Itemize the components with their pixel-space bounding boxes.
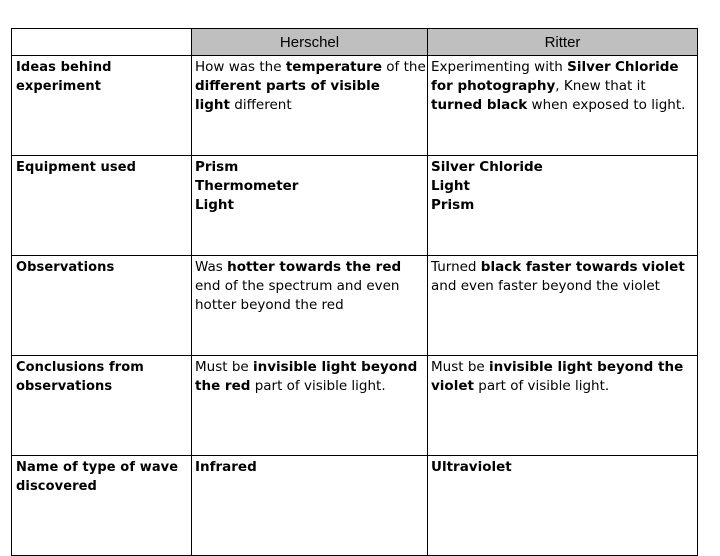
row-label-wave-type: Name of type of wave discovered [16,460,179,494]
ritter-observations-cell [428,256,698,356]
table-row-ideas [12,56,698,156]
row-label-conclusions: Conclusions from observations [16,360,144,394]
table-row-conclusions [12,356,698,456]
text-segment: different [229,97,292,113]
herschel-ideas-text [192,56,427,115]
ritter-equipment-list [428,156,697,215]
emphasis-segment: violet [431,378,474,394]
herschel-wave-text [192,456,427,477]
herschel-wave-cell [192,456,428,556]
text-segment: Must be [195,359,253,375]
emphasis-segment: invisible light beyond [253,359,418,375]
herschel-observations-text [192,256,427,315]
emphasis-segment: hotter towards the red [227,259,402,275]
ritter-conclusions-cell [428,356,698,456]
list-item: Light [195,197,234,213]
row-label-cell [12,356,192,456]
table-row-observations [12,256,698,356]
row-label-observations: Observations [16,260,115,275]
list-item: Light [431,178,470,194]
text-segment: and even faster beyond the violet [431,278,660,294]
text-segment: when exposed to light. [527,97,686,113]
row-label-cell [12,456,192,556]
header-herschel: Herschel [192,29,428,56]
emphasis-segment: the red [195,378,251,394]
ritter-equipment-cell [428,156,698,256]
header-ritter: Ritter [428,29,698,56]
text-segment: , Knew that it [555,78,646,94]
emphasis-segment: violet [641,259,685,275]
text-segment: part of visible light. [250,378,386,394]
comparison-table [11,28,698,556]
ritter-wave-text [428,456,697,477]
emphasis-segment: invisible light beyond the [489,359,684,375]
text-segment: How was the [195,59,286,75]
emphasis-segment: turned black [431,97,528,113]
header-corner [12,29,192,56]
table-row-wave-type [12,456,698,556]
herschel-conclusions-text [192,356,427,396]
row-label-cell [12,256,192,356]
herschel-conclusions-cell [192,356,428,456]
herschel-observations-cell [192,256,428,356]
emphasis-segment: light [195,97,230,113]
emphasis-segment: different parts of visible [195,78,380,94]
emphasis-segment: black faster towards [480,259,638,275]
text-segment: end of the spectrum and even hotter beyond the red [195,278,400,313]
list-item: Silver Chloride [431,159,543,175]
ritter-ideas-cell [428,56,698,156]
text-segment: Was [195,259,228,275]
herschel-equipment-list [192,156,427,215]
emphasis-segment: Infrared [195,459,257,475]
list-item: Prism [431,197,475,213]
text-segment: Turned [431,259,481,275]
list-item: Prism [195,159,239,175]
text-segment: of the [382,59,426,75]
emphasis-segment: Chloride for photography [431,59,679,94]
header-row [12,29,698,56]
emphasis-segment: temperature [285,59,382,75]
ritter-conclusions-text [428,356,697,396]
row-label-equipment: Equipment used [16,160,137,175]
row-label-cell [12,56,192,156]
list-item: Thermometer [195,178,299,194]
row-label-cell [12,156,192,256]
herschel-ideas-cell [192,56,428,156]
text-segment: part of visible light. [473,378,610,394]
herschel-equipment-cell [192,156,428,256]
table-row-equipment [12,156,698,256]
emphasis-segment: Silver [567,59,611,75]
text-segment: Experimenting with [431,59,568,75]
ritter-observations-text [428,256,697,296]
ritter-ideas-text [428,56,697,115]
emphasis-segment: Ultraviolet [431,459,512,475]
text-segment: Must be [431,359,489,375]
ritter-wave-cell [428,456,698,556]
row-label-ideas: Ideas behind experiment [16,60,112,94]
